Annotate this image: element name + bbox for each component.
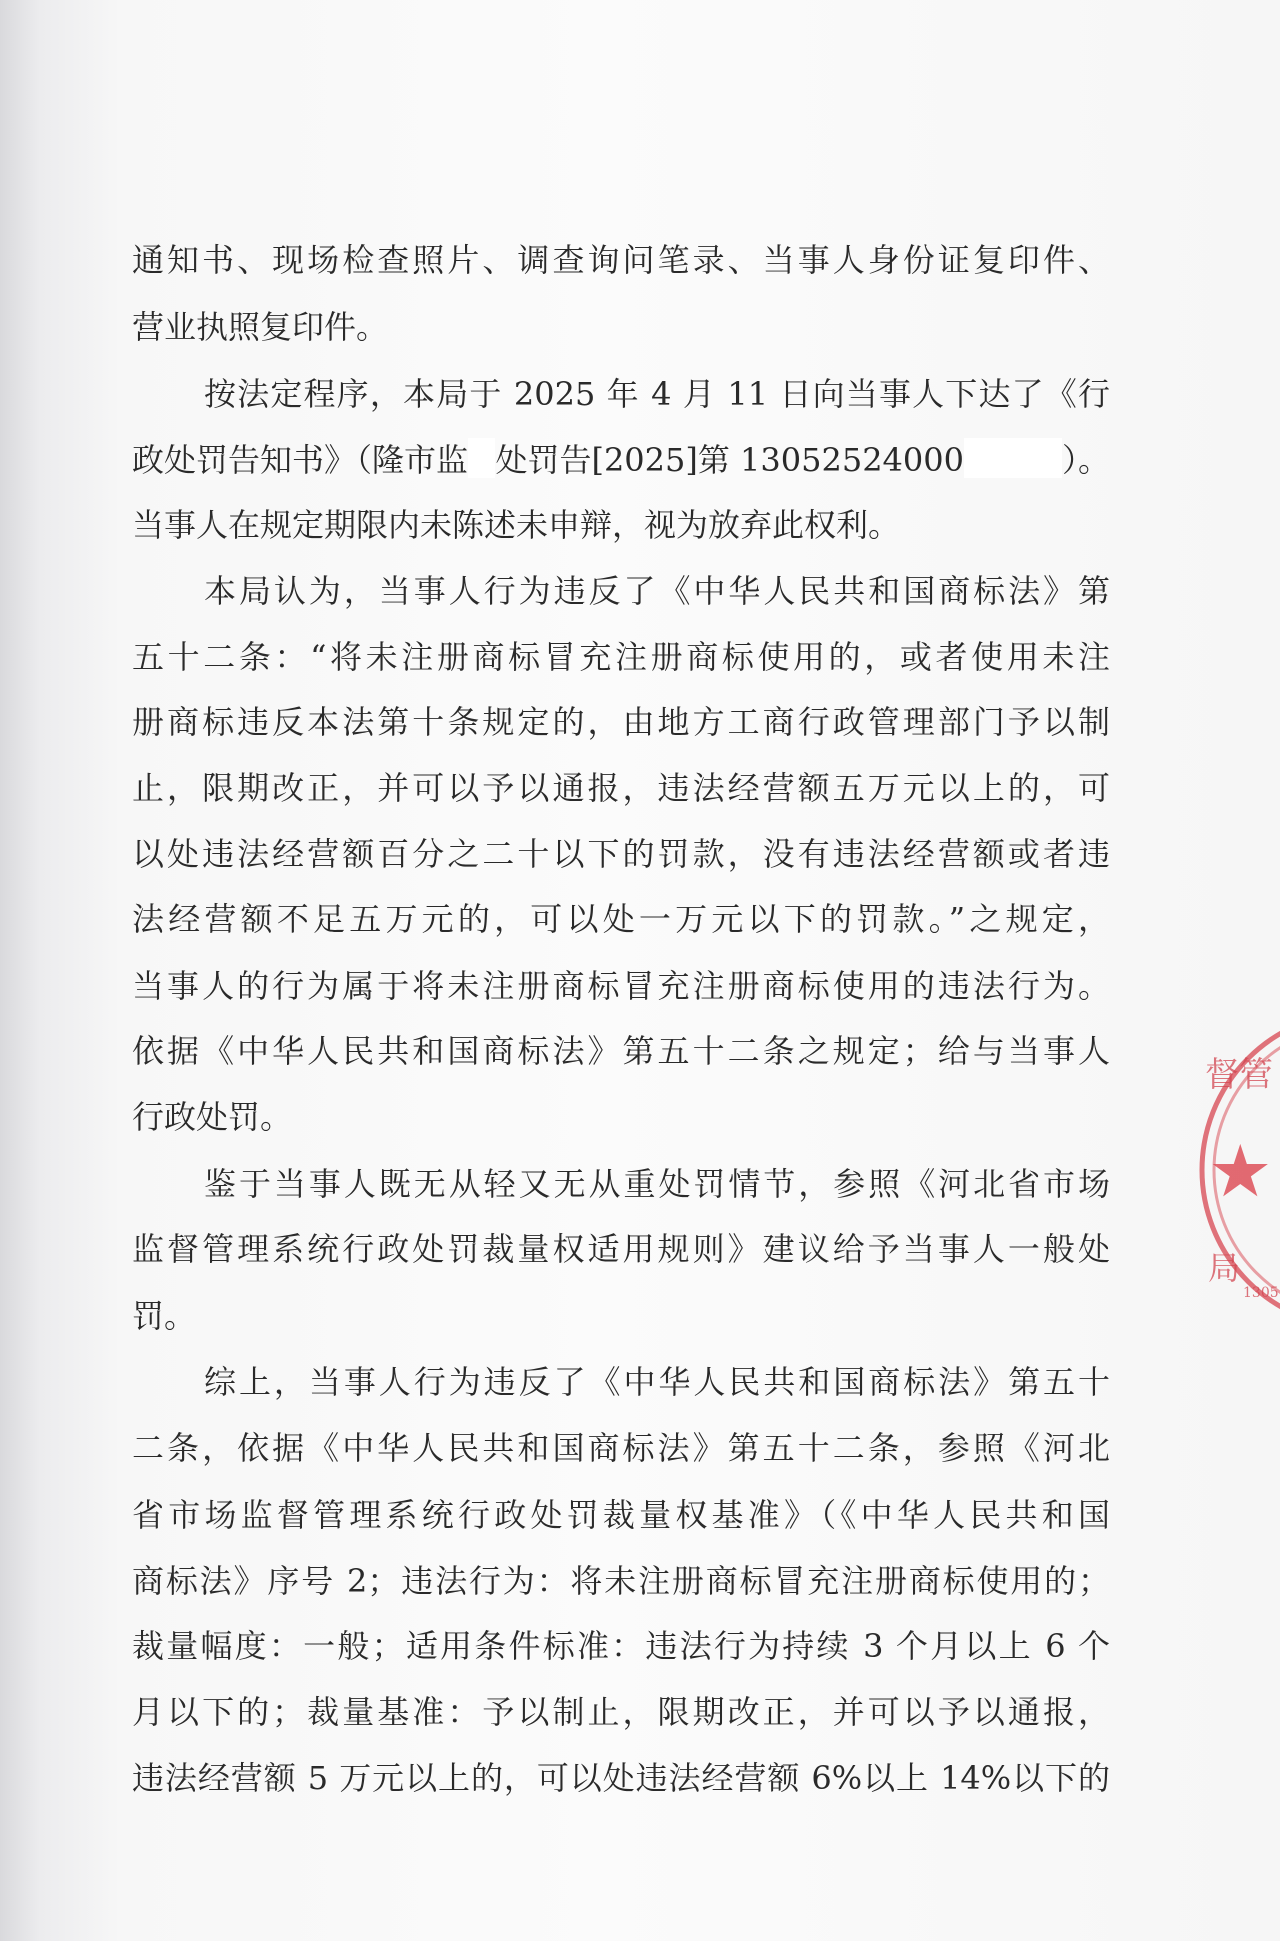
redaction-mark: [468, 438, 495, 478]
text-line-redacted: [132, 438, 1110, 482]
text-segment: ）。: [1061, 441, 1110, 479]
text-segment: 处罚告[2025]第 13052524000: [495, 441, 964, 479]
text-line: 违法经营额 5 万元以上的，可以处违法经营额 6%以上 14%以下的: [132, 1759, 1110, 1797]
text-segment: 政处罚告知书》（隆市监: [132, 441, 469, 479]
text-line: 营业执照复印件。: [132, 308, 389, 346]
text-line: 当事人在规定期限内未陈述未申辩，视为放弃此权利。: [132, 506, 901, 544]
text-line: 以处违法经营额百分之二十以下的罚款，没有违法经营额或者违: [132, 835, 1110, 873]
text-line: 当事人的行为属于将未注册商标冒充注册商标使用的违法行为。: [132, 967, 1110, 1005]
text-line: 省市场监督管理系统行政处罚裁量权基准》（《中华人民共和国: [132, 1496, 1110, 1534]
official-seal-text: 督管: [1205, 1055, 1273, 1095]
text-line: 止，限期改正，并可以予以通报，违法经营额五万元以上的，可: [132, 769, 1110, 807]
text-line: 按法定程序，本局于 2025 年 4 月 11 日向当事人下达了《行: [204, 375, 1110, 413]
text-line: 月以下的；裁量基准：予以制止，限期改正，并可以予以通报，: [132, 1693, 1110, 1731]
text-line: 行政处罚。: [132, 1098, 293, 1136]
text-line: 册商标违反本法第十条规定的，由地方工商行政管理部门予以制: [132, 703, 1110, 741]
redaction-mark: [964, 438, 1062, 478]
text-line: 依据《中华人民共和国商标法》第五十二条之规定；给与当事人: [132, 1032, 1110, 1070]
text-line: 商标法》序号 2；违法行为：将未注册商标冒充注册商标使用的；: [132, 1562, 1110, 1600]
text-line: 五十二条：“将未注册商标冒充注册商标使用的，或者使用未注: [132, 638, 1110, 676]
text-line: 二条，依据《中华人民共和国商标法》第五十二条，参照《河北: [132, 1429, 1110, 1467]
text-line: 监督管理系统行政处罚裁量权适用规则》建议给予当事人一般处: [132, 1230, 1110, 1268]
text-line: 鉴于当事人既无从轻又无从重处罚情节，参照《河北省市场: [204, 1165, 1110, 1203]
text-line: 综上，当事人行为违反了《中华人民共和国商标法》第五十: [204, 1363, 1110, 1401]
text-line: 本局认为，当事人行为违反了《中华人民共和国商标法》第: [204, 572, 1110, 610]
star-icon: ★: [1208, 1129, 1273, 1213]
text-line: 通知书、现场检查照片、调查询问笔录、当事人身份证复印件、: [132, 241, 1110, 279]
text-line: 法经营额不足五万元的，可以处一万元以下的罚款。”之规定，: [132, 900, 1110, 938]
official-seal-number: 1305: [1243, 1285, 1279, 1301]
text-line: 罚。: [132, 1297, 197, 1335]
text-line: 裁量幅度：一般；适用条件标准：违法行为持续 3 个月以上 6 个: [132, 1627, 1110, 1665]
official-seal-text: 局: [1208, 1249, 1241, 1287]
